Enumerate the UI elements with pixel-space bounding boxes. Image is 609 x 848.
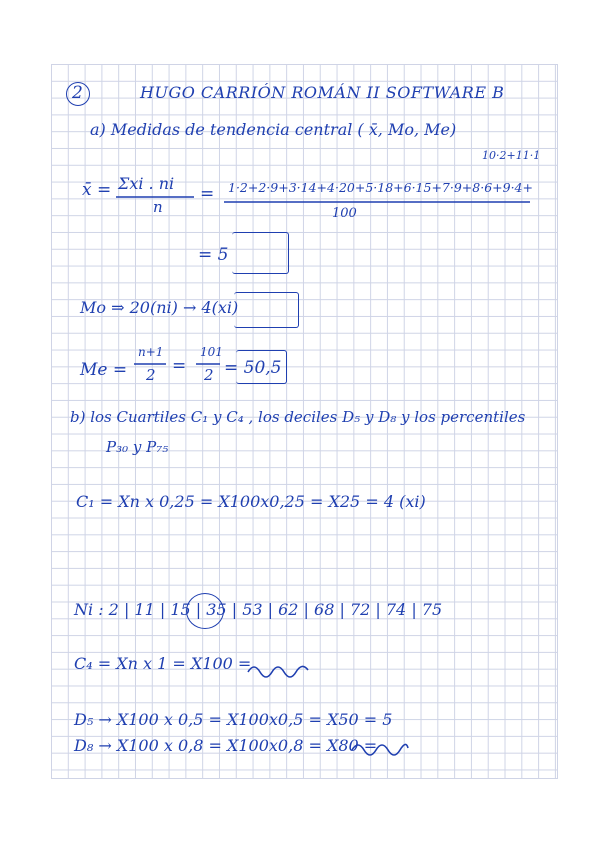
median-lhs: Me = [80, 360, 128, 380]
mean-formula-numerator: Σxi . ni [118, 174, 175, 193]
mean-lhs: x̄ = [82, 180, 112, 200]
median-frac2-num: 101 [200, 345, 223, 359]
d5-line: D₅ → X100 x 0,5 = X100x0,5 = X50 = 5 [74, 710, 393, 729]
d8-squiggle [350, 738, 412, 758]
median-result-box [236, 350, 287, 384]
mean-fraction-bar [224, 200, 534, 204]
exercise-number: 2 [72, 83, 83, 103]
part-a-heading: a) Medidas de tendencia central ( x̄, Mo, Me) [90, 120, 457, 139]
c4-line: C₄ = Xn x 1 = X100 = [74, 654, 252, 673]
ni-circled-value [186, 593, 224, 629]
student-header: HUGO CARRIÓN ROMÁN II SOFTWARE B [140, 83, 505, 102]
c1-line: C₁ = Xn x 0,25 = X100x0,25 = X25 = 4 (xi) [76, 492, 426, 511]
median-equals-1: = [172, 356, 187, 376]
mean-formula-denominator: n [153, 198, 163, 216]
mean-result: = 5 [198, 245, 229, 265]
part-b-heading-line1: b) los Cuartiles C₁ y C₄ , los deciles D₅ y D₈ y los percentiles [70, 408, 526, 426]
mode-result-box [234, 292, 299, 328]
side-note: 10·2+11·1 [482, 149, 541, 162]
mean-denominator: 100 [332, 206, 357, 221]
median-result: = 50,5 [224, 358, 282, 378]
d8-line: D₈ → X100 x 0,8 = X100x0,8 = X80 = [74, 736, 378, 755]
c4-squiggle [246, 660, 316, 680]
mean-numerator: 1·2+2·9+3·14+4·20+5·18+6·15+7·9+8·6+9·4+ [228, 180, 533, 195]
median-frac-den: 2 [146, 366, 156, 384]
mode-line: Mo ⇒ 20(ni) → 4(xi) [80, 298, 239, 317]
mean-result-box [232, 232, 289, 274]
median-frac2-den: 2 [204, 366, 214, 384]
part-b-heading-line2: P₃₀ y P₇₅ [106, 438, 169, 456]
mean-equals: = [200, 184, 215, 204]
ni-line: Ni : 2 | 11 | 15 | 35 | 53 | 62 | 68 | 72 | 74 | 75 [74, 600, 443, 619]
median-frac-num: n+1 [138, 345, 164, 359]
